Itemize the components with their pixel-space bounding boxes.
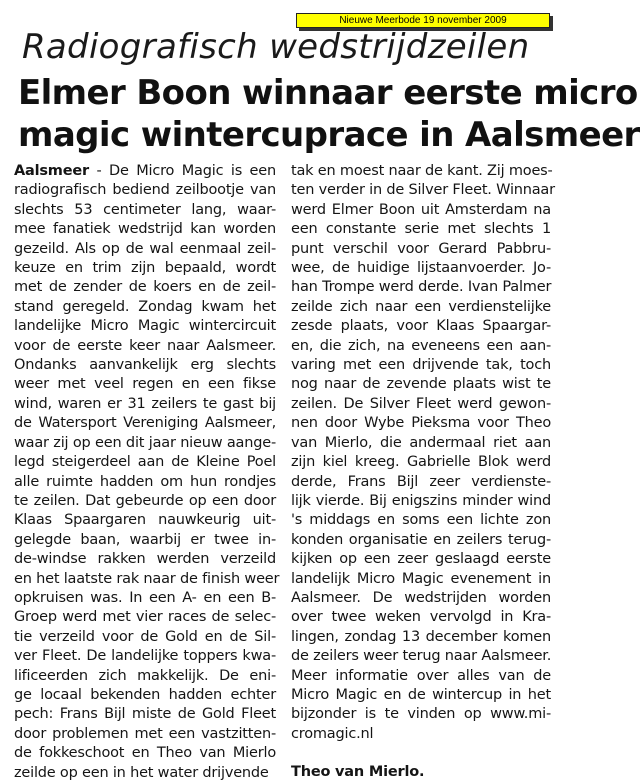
article-text-line: Klaas Spaargaren nauwkeurig uit- [14,512,276,529]
article-text-line: ge locaal bekenden hadden echter [14,686,276,703]
article-text-line: door problemen met een vastzitten- [14,725,276,742]
article-text-line: de Watersport Vereniging Aalsmeer, [14,415,276,432]
article-column-right [291,162,555,783]
article-text-line: stand geregeld. Zondag kwam het [14,298,276,315]
article-text-line: over twee weken vervolgd in Kra- [291,609,551,626]
article-text-line: werd Elmer Boon uit Amsterdam na [291,201,551,218]
article-text-line: ver Fleet. De landelijke toppers kwa- [14,648,276,665]
headline-line-1: Elmer Boon winnaar eerste micro [18,73,638,113]
article-text-line [14,162,276,181]
article-text-line: zeilde zich naar een verdienstelijke [291,298,551,315]
article-headline [18,72,640,156]
article-body [14,162,555,781]
article-text-line: lingen, zondag 13 december komen [291,628,551,645]
article-text-line: nen door Wybe Pieksma voor Theo [291,415,551,432]
article-dateline: Aalsmeer [14,163,89,179]
article-text-line: lificeerden zich makkelijk. De eni- [14,667,276,684]
article-text-line: voor de eerste keer naar Aalsmeer. [14,337,276,354]
headline-line-2: magic wintercuprace in Aalsmeer [18,115,640,155]
article-text-line: nog naar de zevende plaats wist te [291,376,551,393]
article-text-line: konden organisatie en zeilers terug- [291,531,551,548]
article-text-line: legd steigerdeel aan de Kleine Poel [14,454,276,471]
article-text-line: tak en moest naar de kant. Zij moes- [291,163,553,179]
article-text-line: derde, Frans Bijl zeer verdienste- [291,473,551,490]
article-text-line: punt verschil voor Gerard Pabbru- [291,240,551,257]
article-text-line: tie verzeild voor de Gold en de Sil- [14,628,276,645]
article-text-line: alle ruimte hadden om hun rondjes [14,473,276,490]
article-kicker: Radiografisch wedstrijdzeilen [22,27,530,67]
article-text-line: een constante serie met slechts 1 [291,221,551,238]
article-text-line: cromagic.nl [291,725,374,742]
article-text-line: van Mierlo, die andermaal riet aan [291,434,551,451]
article-text-line: te zeilen. Dat gebeurde op een door [14,492,276,509]
article-text-line: zijn kiel kreeg. Gabrielle Blok werd [291,454,551,471]
article-text-line: zeilen. De Silver Fleet werd gewon- [291,395,551,412]
article-text-line: lijk vierde. Bij enigszins minder wind [291,492,551,509]
article-text-line: ten verder in de Silver Fleet. Winnaar [291,182,555,199]
article-text-line: bijzonder is te vinden op www.mi- [291,706,551,723]
article-text-line: de fokkeschoot en Theo van Mierlo [14,745,276,762]
article-text-line: Meer informatie over alles van de [291,667,551,684]
article-text-line: zesde plaats, voor Klaas Spaargar- [291,318,551,335]
article-text-line: Groep werd met vier races de selec- [14,609,276,626]
article-text-line: Aalsmeer. De wedstrijden worden [291,589,551,606]
article-text-line: de zeilers weer terug naar Aalsmeer. [291,648,552,665]
article-text-line: de-windse rakken werden verzeild [14,551,276,568]
article-text-line: gelegde baan, waarbij er twee in- [14,531,276,548]
article-text-line: 's middags en soms een lichte zon [291,512,551,529]
article-text-line: Ondanks aanvankelijk erg slechts [14,357,276,374]
article-text-line: gezeild. Als op de wal eenmaal zeil- [14,240,276,257]
article-text-line: han Trompe werd derde. Ivan Palmer [291,279,552,296]
article-text-line: Micro Magic en de wintercup in het [291,686,551,703]
article-text-line: pech: Frans Bijl miste de Gold Fleet [14,706,276,723]
article-text-line: opkruisen was. In een A- en een B- [14,589,276,606]
article-text-line: varing met een drijvende tak, toch [291,357,551,374]
article-text-line: radiografisch bediend zeilbootje van [14,182,276,199]
article-text-line: zeilde op een in het water drijvende [14,764,269,781]
article-text-line: keuze en trim zijn bepaald, wordt [14,260,276,277]
article-text-line: wee, de huidige lijstaanvoerder. Jo- [291,260,551,277]
article-text-fragment: - De Micro Magic is een [88,163,276,179]
article-text-line: slechts 53 centimeter lang, waar- [14,201,276,218]
article-byline: Theo van Mierlo. [291,764,425,781]
article-text-line: mee fanatiek wedstrijd kan worden [14,221,276,238]
article-text-line: landelijke Micro Magic wintercircuit [14,318,276,335]
article-text-line: landelijk Micro Magic evenement in [291,570,551,587]
source-date-tag: Nieuwe Meerbode 19 november 2009 [296,13,550,28]
article-text-line: met de zender de koers en de zeil- [14,279,276,296]
article-text-line: waar zij op een dit jaar nieuw aange- [14,434,276,451]
article-text-line: kijken op een zeer geslaagd eerste [291,551,551,568]
article-text-line: weer met veel regen en een fikse [14,376,276,393]
article-text-line: wind, waren er 31 zeilers te gast bij [14,395,276,412]
article-column-left [14,162,280,783]
article-text-line: en, die zich, na eveneens een aan- [291,337,551,354]
article-text-line: en het laatste rak naar de finish weer [14,570,280,587]
